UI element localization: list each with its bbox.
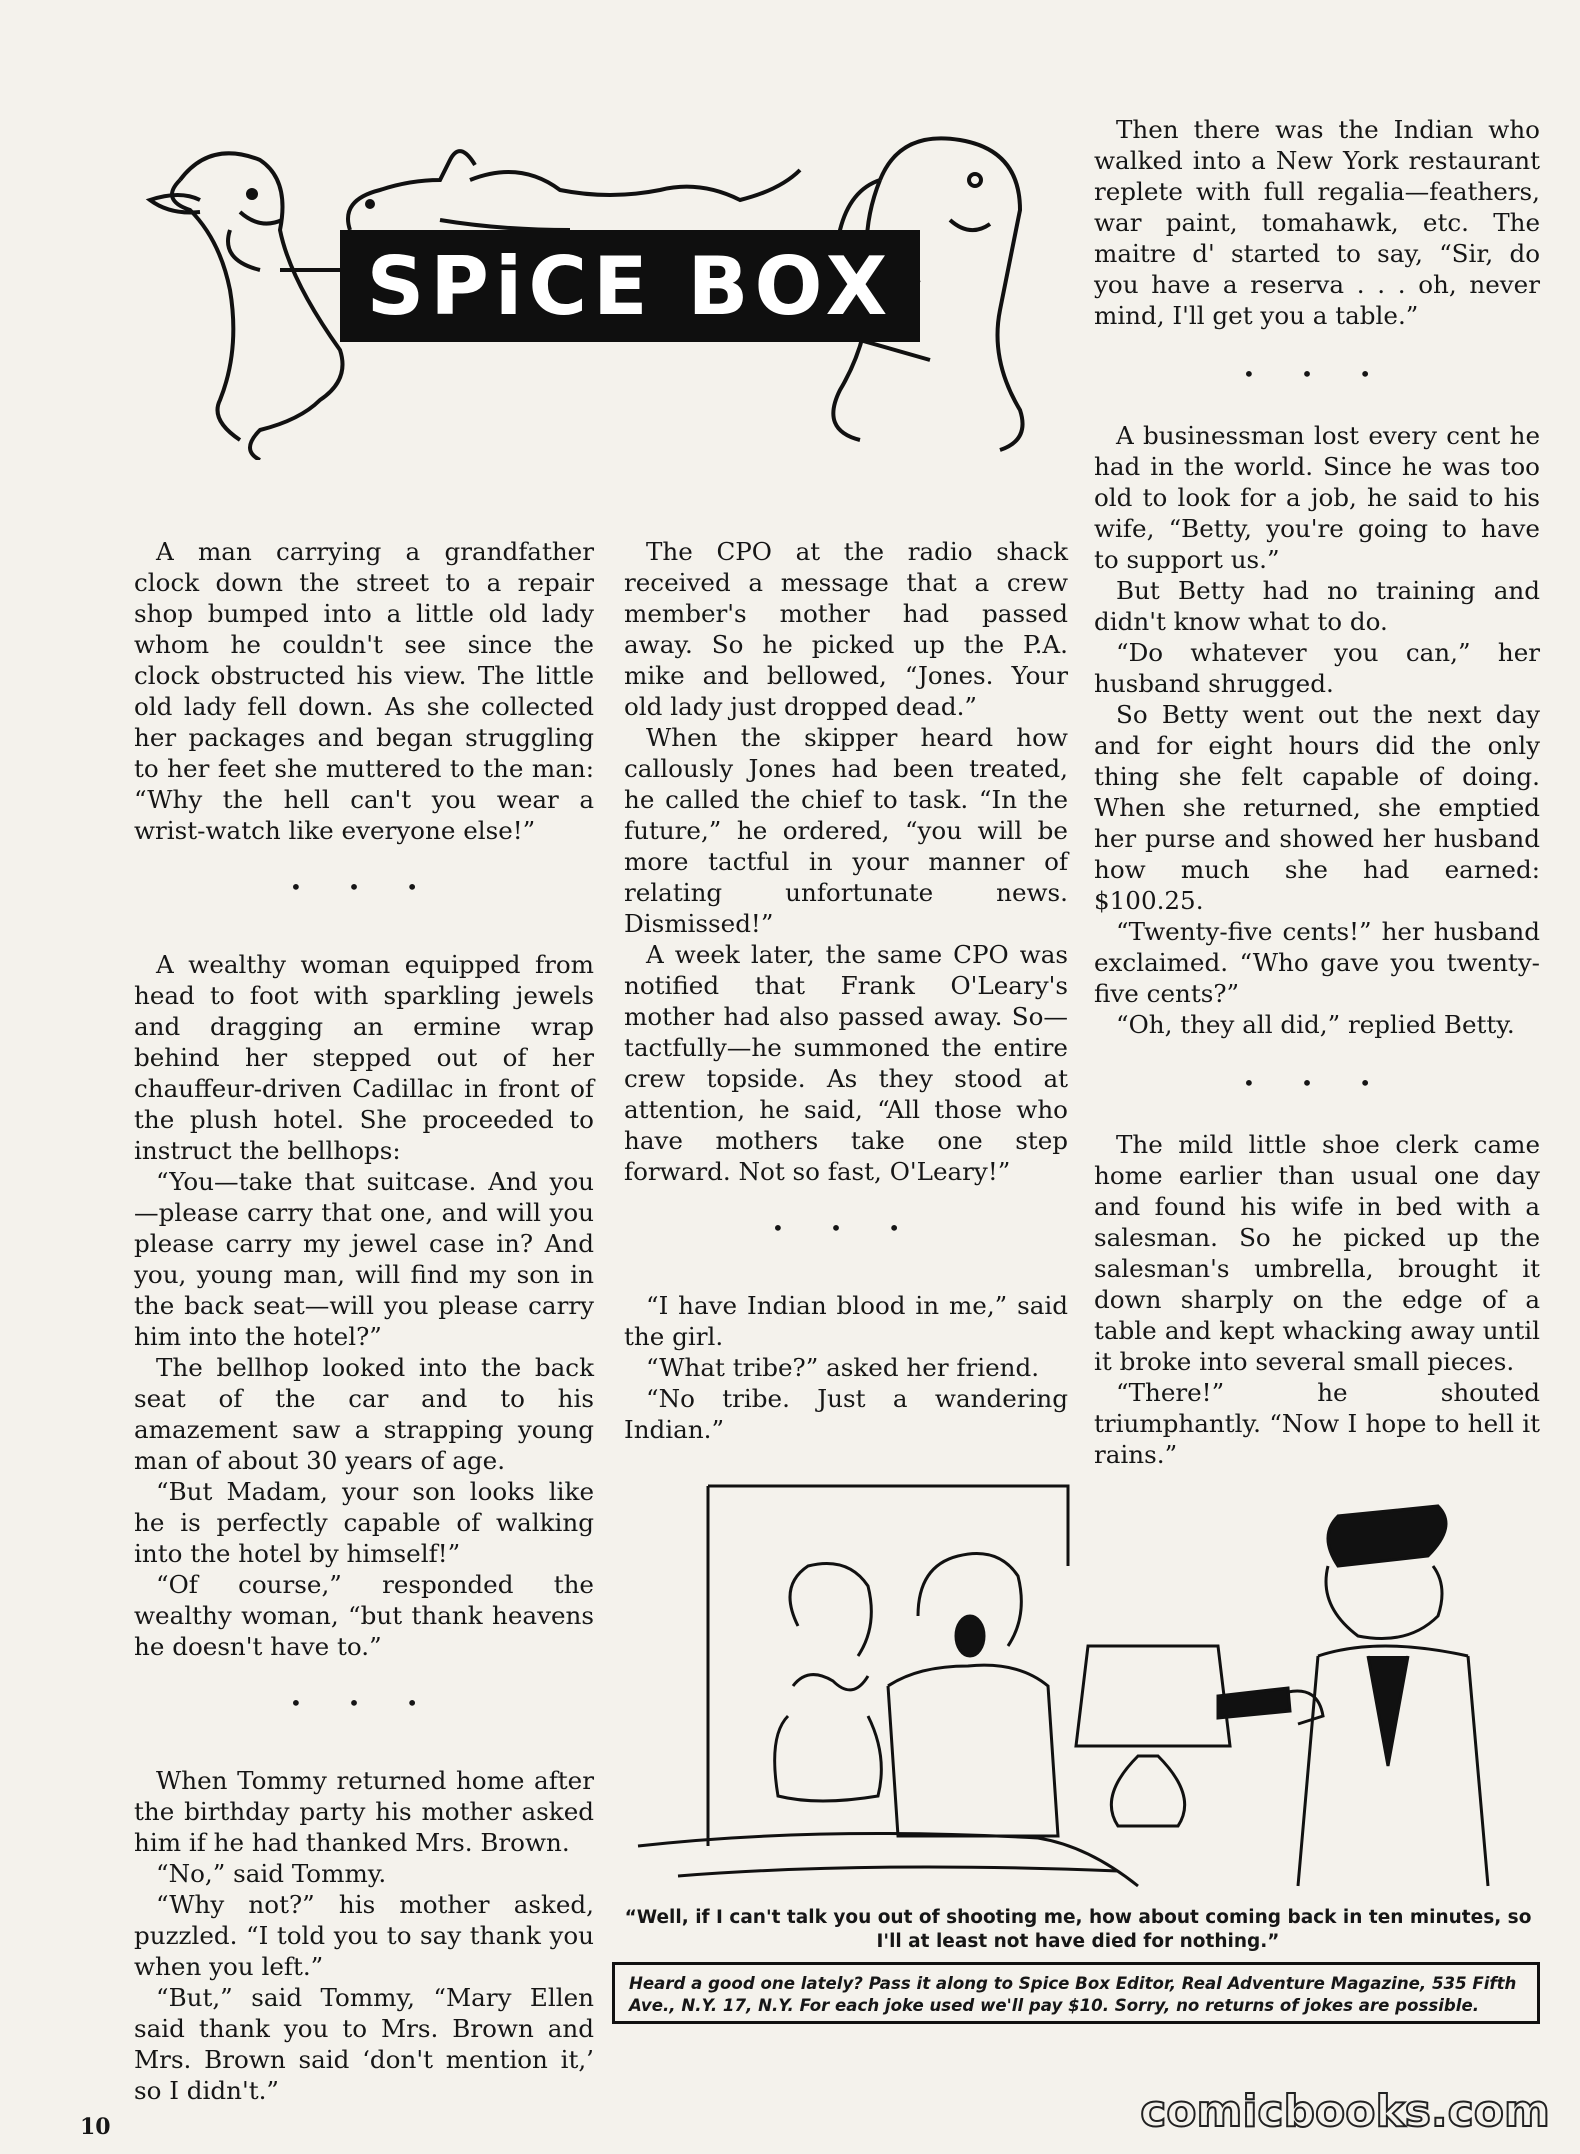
joke-paragraph: “Oh, they all did,” replied Betty. <box>1116 1010 1515 1039</box>
joke-paragraph: “Of course,” responded the wealthy woman, “but thank heavens he doesn't have to.” <box>134 1570 594 1661</box>
joke-separator: • • • <box>289 875 439 899</box>
joke-paragraph: When the skipper heard how callously Jones had been treated, he called the chief to task. “In the future,” he ordered, “you will be more tactful in your manner of relating unfortunate news. Dismissed!” <box>624 723 1068 938</box>
page-number: 10 <box>80 2114 111 2140</box>
watermark-text: comicbooks.com <box>1140 2086 1550 2137</box>
submission-notice: Heard a good one lately? Pass it along to Spice Box Editor, Real Adventure Magazine, 535 Fifth Ave., N.Y. 17, N.Y. For each joke used we'll pay $10. Sorry, no returns of jokes are possible. <box>612 1962 1540 2024</box>
joke-paragraph: “There!” he shouted triumphantly. “Now I hope to hell it rains.” <box>1094 1378 1540 1469</box>
watermark <box>1130 2084 1560 2140</box>
joke-paragraph: A man carrying a grandfather clock down the street to a repair shop bumped into a little old lady whom he couldn't see since the clock obstructed his view. The little old lady fell down. As she collected her packages and began struggling to her feet she muttered to the man: “Why the hell can't you wear a wrist-watch like everyone else!” <box>134 537 594 845</box>
joke-paragraph: “What tribe?” asked her friend. <box>646 1353 1040 1382</box>
joke-paragraph: Then there was the Indian who walked into a New York restaurant replete with full regalia—feathers, war paint, tomahawk, etc. The maitre d' started to say, “Sir, do you have a reserva . . . oh, never mind, I'll get you a table.” <box>1094 115 1540 330</box>
reclining-figure <box>348 151 800 230</box>
joke-paragraph: The mild little shoe clerk came home earlier than usual one day and found his wife in bed with a salesman. So he picked up the salesman's umbrella, brought it down sharply on the edge of a table and kept whacking away until it broke into several small pieces. <box>1094 1130 1540 1376</box>
right-column <box>1094 114 1540 1470</box>
joke-paragraph: “Do whatever you can,” her husband shrugged. <box>1094 638 1540 698</box>
joke-paragraph: A wealthy woman equipped from head to foot with sparkling jewels and dragging an ermine wrap behind her stepped out of her chauffeur-driven Cadillac in front of the plush hotel. She proceeded to instruct the bellhops: <box>134 950 594 1165</box>
joke-paragraph: “But,” said Tommy, “Mary Ellen said thank you to Mrs. Brown and Mrs. Brown said ‘don't mention it,’ so I didn't.” <box>134 1983 594 2105</box>
joke-paragraph: But Betty had no training and didn't know what to do. <box>1094 576 1540 636</box>
joke-paragraph: When Tommy returned home after the birthday party his mother asked him if he had thanked Mrs. Brown. <box>134 1766 594 1857</box>
middle-column <box>624 536 1068 1445</box>
left-column <box>134 536 594 2106</box>
joke-separator: • • • <box>771 1216 921 1240</box>
joke-paragraph: “You—take that suitcase. And you—please carry that one, and will you please carry my jewel case in? And you, young man, will find my son in the back seat—will you please carry him into the hotel?” <box>134 1167 594 1351</box>
joke-paragraph: “I have Indian blood in me,” said the girl. <box>624 1291 1068 1351</box>
cartoon-illustration <box>618 1466 1538 1896</box>
joke-separator: • • • <box>1242 362 1392 386</box>
cartoon-caption: “Well, if I can't talk you out of shooting me, how about coming back in ten minutes, so I'll at least not have died for nothing.” <box>624 1907 1532 1952</box>
joke-paragraph: So Betty went out the next day and for eight hours did the only thing she felt capable of doing. When she returned, she emptied her purse and showed her husband how much she had earned: $100.25. <box>1094 700 1540 915</box>
joke-paragraph: “Twenty-five cents!” her husband exclaimed. “Who gave you twenty-five cents?” <box>1094 917 1540 1008</box>
joke-separator: • • • <box>1242 1071 1392 1095</box>
joke-paragraph: A week later, the same CPO was notified that Frank O'Leary's mother had also passed away. So—tactfully—he summoned the entire crew topside. As they stood at attention, he said, “All those who have mothers take one step forward. Not so fast, O'Leary!” <box>624 940 1068 1186</box>
page-title: SPiCE BOX <box>366 239 894 333</box>
joke-paragraph: A businessman lost every cent he had in the world. Since he was too old to look for a job, he said to his wife, “Betty, you're going to have to support us.” <box>1094 421 1540 574</box>
joke-paragraph: “No,” said Tommy. <box>156 1859 387 1888</box>
title-banner <box>340 230 920 342</box>
joke-separator: • • • <box>289 1691 439 1715</box>
joke-paragraph: “Why not?” his mother asked, puzzled. “I told you to say thank you when you left.” <box>134 1890 594 1981</box>
joke-paragraph: The bellhop looked into the back seat of the car and to his amazement saw a strapping young man of about 30 years of age. <box>134 1353 594 1475</box>
left-cartoon-figure <box>150 153 345 460</box>
joke-paragraph: “But Madam, your son looks like he is perfectly capable of walking into the hotel by himself!” <box>134 1477 594 1568</box>
joke-paragraph: “No tribe. Just a wandering Indian.” <box>624 1384 1068 1444</box>
joke-paragraph: The CPO at the radio shack received a message that a crew member's mother had passed away. So he picked up the P.A. mike and bellowed, “Jones. Your old lady just dropped dead.” <box>624 537 1068 721</box>
